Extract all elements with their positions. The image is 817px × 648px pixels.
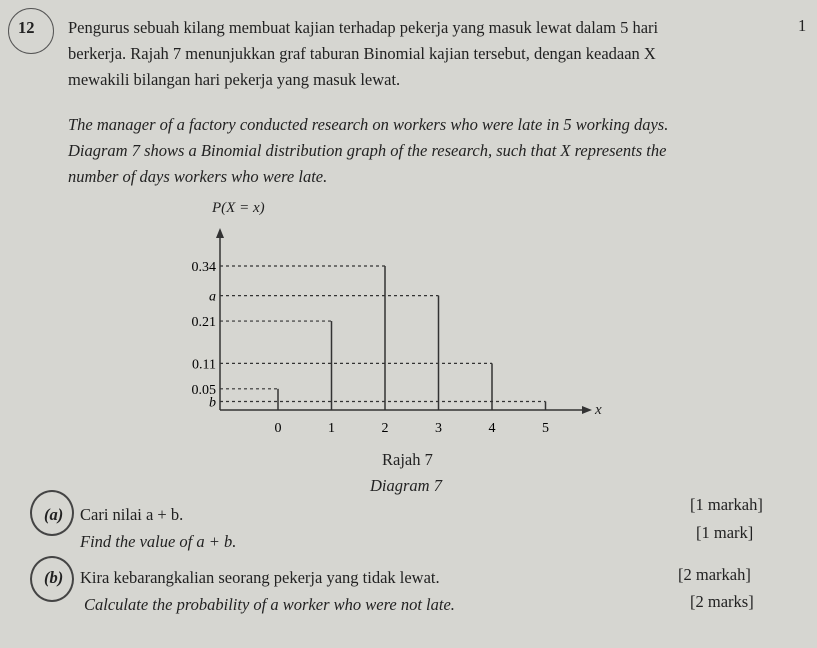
x-tick-label-4: 4: [488, 421, 496, 436]
value-label-1: 0.21: [191, 315, 216, 331]
value-label-4: 0.11: [192, 357, 216, 373]
malay-line-1: Pengurus sebuah kilang membuat kajian terhadap pekerja yang masuk lewat dalam 5 hari: [68, 18, 659, 37]
malay-line-3: mewakili bilangan hari pekerja yang masuk lewat.: [68, 70, 401, 89]
caption-english: Diagram 7: [370, 476, 442, 495]
part-a-label: (a): [44, 505, 64, 524]
x-axis-arrow: [582, 406, 592, 414]
value-label-2: 0.34: [191, 260, 216, 275]
value-label-0: 0.05: [191, 382, 216, 398]
y-axis-arrow: [216, 228, 224, 238]
x-tick-label-5: 5: [542, 421, 549, 436]
english-line-1: The manager of a factory conducted research on workers who were late in 5 working days.: [68, 115, 669, 134]
x-axis-label: x: [595, 402, 602, 418]
x-tick-label-3: 3: [435, 421, 442, 436]
english-line-2: Diagram 7 shows a Binomial distribution graph of the research, such that X represents the: [68, 141, 667, 160]
x-tick-label-2: 2: [381, 421, 389, 436]
part-b-label: (b): [44, 568, 64, 587]
part-b-malay: Kira kebarangkalian seorang pekerja yang tidak lewat.: [80, 568, 440, 587]
part-a-marks-english: [1 mark]: [696, 523, 754, 542]
part-a-malay: Cari nilai a + b.: [80, 505, 184, 524]
part-a-english: Find the value of a + b.: [80, 532, 237, 551]
x-tick-label-1: 1: [328, 421, 335, 436]
english-line-3: number of days workers who were late.: [68, 167, 328, 186]
question-number: 12: [18, 18, 35, 37]
x-tick-label-0: 0: [274, 421, 282, 436]
value-label-5: b: [209, 395, 216, 411]
corner-mark: 1: [798, 16, 807, 35]
caption-malay: Rajah 7: [382, 450, 433, 469]
part-b-english: Calculate the probability of a worker who were not late.: [84, 595, 455, 614]
part-b-marks-malay: [2 markah]: [678, 565, 751, 584]
y-axis-label: P(X = x): [212, 200, 265, 216]
malay-line-2: berkerja. Rajah 7 menunjukkan graf taburan Binomial kajian tersebut, dengan keadaan X: [68, 44, 656, 63]
part-a-marks-malay: [1 markah]: [690, 495, 763, 514]
part-b-marks-english: [2 marks]: [690, 592, 754, 611]
value-label-3: a: [209, 289, 216, 305]
